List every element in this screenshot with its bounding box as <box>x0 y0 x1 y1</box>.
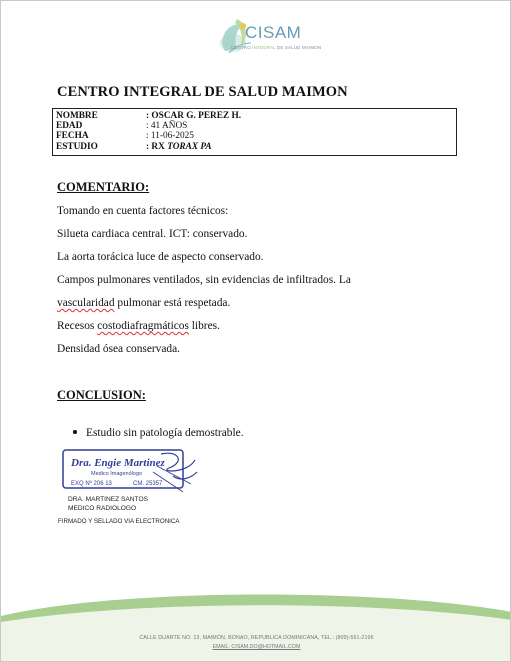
comentario-line: Densidad ósea conservada. <box>57 343 181 355</box>
comentario-heading: COMENTARIO: <box>57 180 150 194</box>
patient-age-value: : 41 AÑOS <box>146 121 188 132</box>
field-label: ESTUDIO <box>56 141 98 152</box>
conclusion-heading: CONCLUSION: <box>57 388 146 402</box>
comentario-line: Tomando en cuenta factores técnicos: <box>57 205 229 217</box>
stamp-name: Dra. Engie Martinez <box>71 457 165 469</box>
patient-name-value: : OSCAR G. PEREZ H. <box>146 111 242 121</box>
signature-block <box>68 495 148 513</box>
conclusion-item: Estudio sin patología demostrable. <box>73 427 244 439</box>
document-title: CENTRO INTEGRAL DE SALUD MAIMON <box>57 84 348 100</box>
stamp-exq: EXQ Nº 206 13 <box>71 481 112 487</box>
comentario-line: Campos pulmonares ventilados, sin evidencias de infiltrados. La <box>57 274 351 286</box>
study-type-row <box>56 142 456 152</box>
bullet-icon <box>73 430 77 434</box>
comentario-line: Recesos costodiafragmáticos libres. <box>57 320 220 332</box>
patient-age-row <box>56 121 456 131</box>
footer-wave <box>1 586 511 662</box>
signature-footnote: FIRMADO Y SELLADO VIA ELECTRONICA <box>58 518 180 525</box>
study-type-value: : RX TORAX PA <box>146 141 212 152</box>
study-date-value: : 11-06-2025 <box>146 131 194 142</box>
logo-name: CISAM <box>245 23 302 42</box>
field-label: EDAD <box>56 121 83 132</box>
footer-address: CALLE DUARTE NO. 13, MAIMÓN, BONAO, REPUBLICA DOMINICANA, TEL.: (809)-551-2196 <box>139 635 374 641</box>
doctor-stamp <box>61 448 201 496</box>
patient-info-box <box>52 108 457 156</box>
signature-title: MEDICO RADIOLOGO <box>68 505 137 512</box>
comentario-line: vascularidad pulmonar está respetada. <box>57 297 231 309</box>
comentario-line: Silueta cardiaca central. ICT: conservado. <box>57 228 248 240</box>
patient-name-row <box>56 111 456 121</box>
stamp-cm: CM. 25357 <box>133 481 163 487</box>
study-date-row <box>56 131 456 141</box>
footer-email-link[interactable]: EMAIL: CISAM.DO@HOTMAIL.COM <box>212 644 301 650</box>
logo-subtitle: CENTRO INTEGRAL DE SALUD MAIMON <box>231 45 322 50</box>
signature-name: DRA. MARTINEZ SANTOS <box>68 496 148 503</box>
field-label: NOMBRE <box>56 111 98 121</box>
comentario-line: La aorta torácica luce de aspecto conservado. <box>57 251 264 263</box>
field-label: FECHA <box>56 131 89 142</box>
stamp-role: Medico Imagenólogo <box>91 471 143 477</box>
